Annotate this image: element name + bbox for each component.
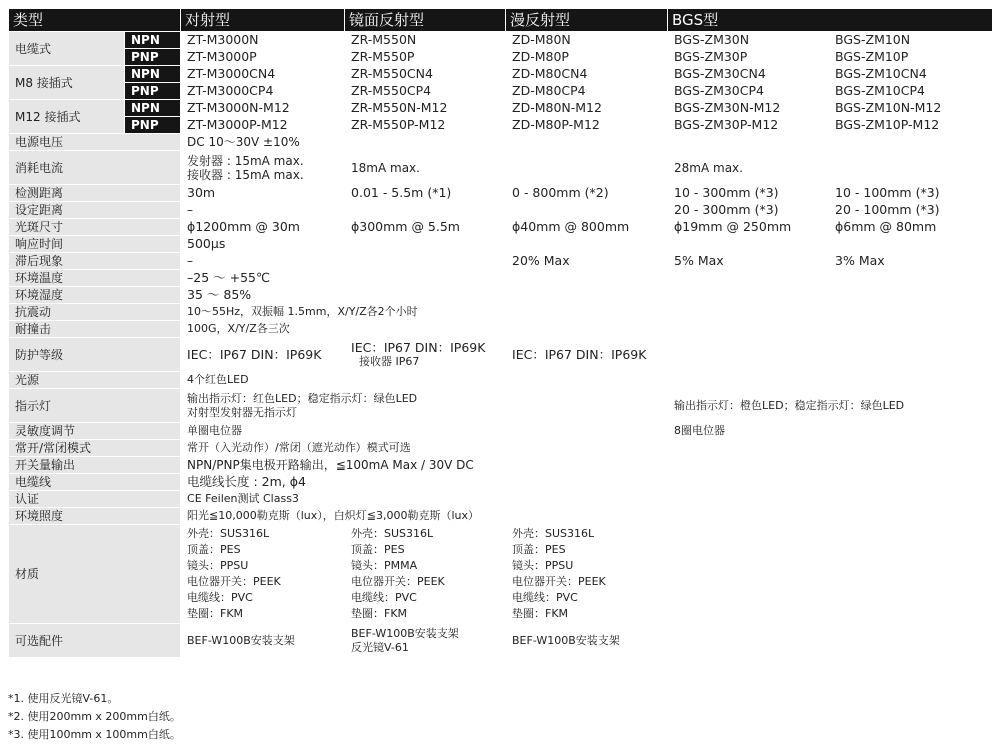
model-cell: ZR-M550CN4 — [345, 66, 506, 83]
model-cell: BGS-ZM10P-M12 — [829, 117, 993, 134]
pnp-label: PNP — [125, 49, 181, 66]
model-cell: BGS-ZM30P-M12 — [668, 117, 829, 134]
row-label: 灵敏度调节 — [9, 423, 181, 440]
material-line: 电位器开关：PEEK — [187, 575, 281, 588]
table-row — [9, 338, 993, 372]
value-cell: 28mA max. — [668, 151, 993, 185]
table-row — [9, 66, 993, 83]
table-row — [9, 117, 993, 134]
pnp-label: PNP — [125, 83, 181, 100]
value-cell: 30m — [181, 185, 345, 202]
material-line: 电缆线：PVC — [187, 591, 253, 604]
row-label: 环境照度 — [9, 508, 181, 525]
row-label: 电缆线 — [9, 474, 181, 491]
value-cell: 5% Max — [668, 253, 829, 270]
footnotes — [8, 690, 181, 744]
value-cell — [345, 624, 506, 658]
value-cell: ϕ300mm @ 5.5m — [345, 219, 506, 236]
header-diffuse: 漫反射型 — [506, 9, 668, 32]
value-cell — [345, 525, 506, 624]
table-row — [9, 525, 993, 624]
table-row — [9, 624, 993, 658]
table-row — [9, 457, 993, 474]
value-cell: 10 - 100mm (*3) — [829, 185, 993, 202]
protection-receiver: 接收器 IP67 — [359, 354, 420, 368]
row-label: 滞后现象 — [9, 253, 181, 270]
value-cell — [181, 525, 345, 624]
row-label: 环境湿度 — [9, 287, 181, 304]
header-bgs: BGS型 — [668, 9, 993, 32]
row-label: 光斑尺寸 — [9, 219, 181, 236]
npn-label: NPN — [125, 66, 181, 83]
value-cell: NPN/PNP集电极开路输出，≦100mA Max / 30V DC — [181, 457, 993, 474]
table-row — [9, 151, 993, 185]
model-cell: ZD-M80P-M12 — [506, 117, 668, 134]
table-row — [9, 100, 993, 117]
value-cell: ϕ19mm @ 250mm — [668, 219, 829, 236]
table-row — [9, 134, 993, 151]
value-cell: 18mA max. — [345, 151, 668, 185]
model-cell: ZR-M550P-M12 — [345, 117, 506, 134]
table-row — [9, 491, 993, 508]
value-cell — [506, 525, 993, 624]
value-cell: BEF-W100B安装支架 — [506, 624, 993, 658]
model-cell: ZR-M550CP4 — [345, 83, 506, 100]
table-row — [9, 304, 993, 321]
value-cell: 35 ～ 85% — [181, 287, 993, 304]
value-cell: BEF-W100B安装支架 — [181, 624, 345, 658]
value-cell: –25 ～ +55℃ — [181, 270, 993, 287]
table-row — [9, 270, 993, 287]
row-label: 抗震动 — [9, 304, 181, 321]
row-label: 检测距离 — [9, 185, 181, 202]
material-line: 顶盖：PES — [187, 543, 241, 556]
value-cell: 阳光≦10,000勒克斯（lux），白炽灯≦3,000勒克斯（lux） — [181, 508, 993, 525]
table-row — [9, 423, 993, 440]
row-label: 耐撞击 — [9, 321, 181, 338]
table-row — [9, 253, 993, 270]
value-cell: ϕ6mm @ 80mm — [829, 219, 993, 236]
row-label: 电缆式 — [9, 32, 125, 66]
row-label: 消耗电流 — [9, 151, 181, 185]
value-cell: 10 - 300mm (*3) — [668, 185, 829, 202]
table-row — [9, 49, 993, 66]
material-line: 垫圈：FKM — [351, 607, 408, 620]
value-cell: IEC：IP67 DIN：IP69K — [181, 338, 345, 372]
table-row — [9, 32, 993, 49]
model-cell: ZR-M550N-M12 — [345, 100, 506, 117]
indicator-line: 对射型发射器无指示灯 — [187, 405, 298, 419]
value-cell: – — [181, 253, 506, 270]
accessory-line: BEF-W100B安装支架 — [351, 626, 459, 640]
material-line: 顶盖：PES — [351, 543, 405, 556]
model-cell: ZD-M80CN4 — [506, 66, 668, 83]
model-cell: ZT-M3000P — [181, 49, 345, 66]
value-cell: 0.01 - 5.5m (*1) — [345, 185, 506, 202]
value-cell: 常开（入光动作）/常闭（遮光动作）模式可选 — [181, 440, 993, 457]
model-cell: ZT-M3000N-M12 — [181, 100, 345, 117]
current-emitter: 发射器 : 15mA max. — [187, 153, 304, 168]
material-line: 镜头：PMMA — [351, 559, 418, 572]
row-label: 设定距离 — [9, 202, 181, 219]
model-cell: BGS-ZM10CN4 — [829, 66, 993, 83]
material-line: 顶盖：PES — [512, 543, 566, 556]
table-row — [9, 219, 993, 236]
model-cell: ZR-M550P — [345, 49, 506, 66]
model-cell: BGS-ZM10CP4 — [829, 83, 993, 100]
model-cell: ZR-M550N — [345, 32, 506, 49]
value-cell: IEC：IP67 DIN：IP69K — [506, 338, 993, 372]
model-cell: ZT-M3000P-M12 — [181, 117, 345, 134]
table-row — [9, 287, 993, 304]
model-cell: BGS-ZM30CP4 — [668, 83, 829, 100]
footnote: *3. 使用100mm x 100mm白纸。 — [8, 728, 181, 741]
protection-line: IEC：IP67 DIN：IP69K — [351, 339, 486, 355]
model-cell: ZT-M3000CP4 — [181, 83, 345, 100]
model-cell: ZD-M80CP4 — [506, 83, 668, 100]
header-thru-beam: 对射型 — [181, 9, 345, 32]
material-line: 外壳：SUS316L — [351, 527, 434, 540]
row-label: 指示灯 — [9, 389, 181, 423]
model-cell: ZD-M80N-M12 — [506, 100, 668, 117]
value-cell: – — [181, 202, 668, 219]
material-line: 镜头：PPSU — [187, 559, 249, 572]
table-row — [9, 185, 993, 202]
value-cell: CE Feilen测试 Class3 — [181, 491, 993, 508]
model-cell: BGS-ZM30CN4 — [668, 66, 829, 83]
npn-label: NPN — [125, 100, 181, 117]
value-cell: 20 - 100mm (*3) — [829, 202, 993, 219]
model-cell: ZD-M80N — [506, 32, 668, 49]
footnote: *1. 使用反光镜V-61。 — [8, 692, 119, 705]
model-cell: BGS-ZM10P — [829, 49, 993, 66]
value-cell: 4个红色LED — [181, 372, 993, 389]
pnp-label: PNP — [125, 117, 181, 134]
value-cell: ϕ40mm @ 800mm — [506, 219, 668, 236]
value-cell: 20 - 300mm (*3) — [668, 202, 829, 219]
table-row — [9, 236, 993, 253]
material-line: 镜头：PPSU — [512, 559, 574, 572]
value-cell: 单圈电位器 — [181, 423, 668, 440]
row-label: 认证 — [9, 491, 181, 508]
table-row — [9, 202, 993, 219]
model-cell: BGS-ZM10N-M12 — [829, 100, 993, 117]
material-line: 电位器开关：PEEK — [351, 575, 445, 588]
value-cell: 8圈电位器 — [668, 423, 993, 440]
table-row — [9, 83, 993, 100]
npn-label: NPN — [125, 32, 181, 49]
material-line: 外壳：SUS316L — [512, 527, 595, 540]
row-label: 材质 — [9, 525, 181, 624]
model-cell: ZD-M80P — [506, 49, 668, 66]
row-label: M8 接插式 — [9, 66, 125, 100]
row-label: 响应时间 — [9, 236, 181, 253]
header-retro-reflective: 镜面反射型 — [345, 9, 506, 32]
row-label: 光源 — [9, 372, 181, 389]
footnote: *2. 使用200mm x 200mm白纸。 — [8, 710, 181, 723]
material-line: 垫圈：FKM — [187, 607, 244, 620]
row-label: 常开/常闭模式 — [9, 440, 181, 457]
value-cell: 输出指示灯：橙色LED；稳定指示灯：绿色LED — [668, 389, 993, 423]
value-cell — [345, 338, 506, 372]
model-cell: BGS-ZM10N — [829, 32, 993, 49]
value-cell: 电缆线长度 : 2m, ϕ4 — [181, 474, 993, 491]
row-label: 电源电压 — [9, 134, 181, 151]
model-cell: ZT-M3000N — [181, 32, 345, 49]
model-cell: BGS-ZM30N — [668, 32, 829, 49]
table-row — [9, 372, 993, 389]
material-line: 电位器开关：PEEK — [512, 575, 606, 588]
value-cell: 500μs — [181, 236, 993, 253]
value-cell: 0 - 800mm (*2) — [506, 185, 668, 202]
value-cell — [181, 151, 345, 185]
model-cell: ZT-M3000CN4 — [181, 66, 345, 83]
row-label: 环境温度 — [9, 270, 181, 287]
table-row — [9, 474, 993, 491]
value-cell: 100G，X/Y/Z各三次 — [181, 321, 993, 338]
indicator-line: 输出指示灯：红色LED；稳定指示灯：绿色LED — [187, 391, 418, 405]
material-line: 垫圈：FKM — [512, 607, 569, 620]
value-cell: 20% Max — [506, 253, 668, 270]
material-line: 外壳：SUS316L — [187, 527, 270, 540]
row-label: 开关量输出 — [9, 457, 181, 474]
value-cell: 3% Max — [829, 253, 993, 270]
model-cell: BGS-ZM30P — [668, 49, 829, 66]
material-line: 电缆线：PVC — [512, 591, 578, 604]
model-cell: BGS-ZM30N-M12 — [668, 100, 829, 117]
header-type: 类型 — [9, 9, 181, 32]
table-row — [9, 440, 993, 457]
value-cell: ϕ1200mm @ 30m — [181, 219, 345, 236]
row-label: 可选配件 — [9, 624, 181, 658]
table-row — [9, 389, 993, 423]
current-receiver: 接收器 : 15mA max. — [187, 167, 304, 182]
accessory-line: 反光镜V-61 — [351, 640, 409, 654]
row-label: 防护等级 — [9, 338, 181, 372]
table-row — [9, 508, 993, 525]
header-row — [9, 9, 993, 32]
spec-table — [8, 8, 993, 658]
row-label: M12 接插式 — [9, 100, 125, 134]
value-cell: 10～55Hz，双振幅 1.5mm，X/Y/Z各2个小时 — [181, 304, 993, 321]
table-row — [9, 321, 993, 338]
material-line: 电缆线：PVC — [351, 591, 417, 604]
value-cell — [181, 389, 668, 423]
value-cell: DC 10～30V ±10% — [181, 134, 993, 151]
